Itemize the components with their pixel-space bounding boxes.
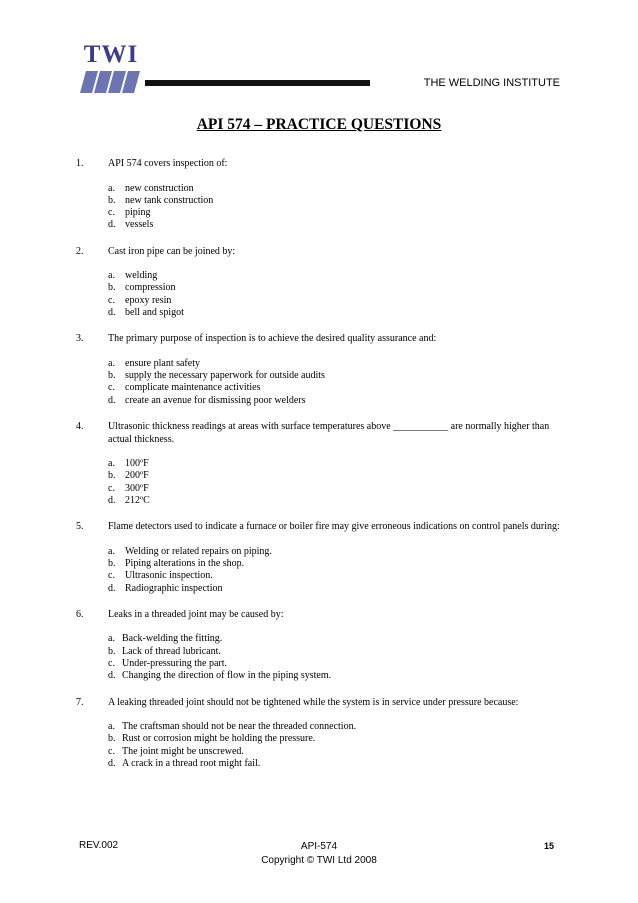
- option-item: [108, 495, 566, 507]
- option-text: welding: [125, 270, 158, 282]
- footer-center: [0, 840, 638, 868]
- option-list: [108, 358, 566, 407]
- option-text: 212ºC: [125, 494, 150, 506]
- twi-logo: [80, 41, 142, 94]
- option-letter: d.: [108, 582, 116, 594]
- question-2: [76, 246, 566, 320]
- option-text: Rust or corrosion might be holding the pressure.: [122, 733, 316, 745]
- option-item: [108, 733, 566, 745]
- option-letter: c.: [108, 570, 115, 582]
- option-item: [108, 282, 566, 294]
- option-letter: c.: [108, 207, 115, 219]
- option-item: [108, 558, 566, 570]
- question-6: [76, 609, 566, 683]
- option-item: [108, 183, 566, 195]
- option-letter: c.: [108, 482, 115, 494]
- option-letter: a.: [108, 545, 115, 557]
- option-text: ensure plant safety: [125, 357, 200, 369]
- option-letter: a.: [108, 357, 115, 369]
- option-text: Radiographic inspection: [125, 582, 223, 594]
- option-letter: d.: [108, 758, 116, 770]
- option-text: create an avenue for dismissing poor welders: [125, 394, 306, 406]
- option-item: [108, 370, 566, 382]
- header-divider-bar: [145, 80, 370, 86]
- option-text: complicate maintenance activities: [125, 382, 261, 394]
- question-5: [76, 521, 566, 595]
- question-text: Cast iron pipe can be joined by:: [108, 245, 236, 257]
- option-item: [108, 207, 566, 219]
- option-letter: c.: [108, 294, 115, 306]
- question-text: API 574 covers inspection of:: [108, 158, 228, 169]
- logo-text: TWI: [83, 41, 139, 68]
- copyright-text: Copyright © TWI Ltd 2008: [261, 855, 377, 866]
- question-number: 3.: [76, 333, 84, 345]
- option-item: [108, 395, 566, 407]
- option-item: [108, 658, 566, 670]
- question-4: [76, 421, 566, 507]
- question-list: [76, 158, 566, 770]
- option-letter: d.: [108, 394, 116, 406]
- page-number: 15: [544, 841, 555, 851]
- option-item: [108, 758, 566, 770]
- option-item: [108, 295, 566, 307]
- question-number: 6.: [76, 608, 84, 620]
- option-text: The craftsman should not be near the threaded connection.: [122, 721, 357, 733]
- option-list: [108, 183, 566, 232]
- option-item: [108, 483, 566, 495]
- revision-label: REV.002: [79, 840, 119, 851]
- option-list: [108, 721, 566, 770]
- option-item: [108, 670, 566, 682]
- question-number: 5.: [76, 521, 84, 533]
- option-text: 100ºF: [125, 458, 149, 470]
- option-text: Piping alterations in the shop.: [125, 558, 245, 570]
- option-item: [108, 570, 566, 582]
- option-item: [108, 721, 566, 733]
- option-item: [108, 358, 566, 370]
- option-letter: b.: [108, 733, 116, 745]
- question-text: Ultrasonic thickness readings at areas with surface temperatures above ___________ are normally higher than actual thickness.: [108, 421, 550, 445]
- option-text: A crack in a thread root might fail.: [122, 758, 261, 770]
- option-letter: d.: [108, 219, 116, 231]
- option-letter: b.: [108, 645, 116, 657]
- option-letter: b.: [108, 470, 116, 482]
- option-text: new tank construction: [125, 194, 214, 206]
- option-text: Welding or related repairs on piping.: [125, 545, 272, 557]
- option-text: epoxy resin: [125, 294, 172, 306]
- option-item: [108, 195, 566, 207]
- option-text: Under-pressuring the part.: [122, 658, 228, 670]
- question-text: Flame detectors used to indicate a furnace or boiler fire may give erroneous indications on control panels during:: [108, 521, 560, 533]
- document-code: API-574: [300, 841, 338, 852]
- question-number: 2.: [76, 245, 84, 257]
- option-letter: a.: [108, 633, 115, 645]
- option-list: [108, 633, 566, 682]
- option-text: bell and spigot: [125, 307, 184, 319]
- option-text: Back-welding the fitting.: [122, 633, 223, 645]
- option-item: [108, 646, 566, 658]
- question-number: 4.: [76, 421, 84, 433]
- option-text: compression: [125, 282, 176, 294]
- question-7: [76, 697, 566, 771]
- option-text: 200ºF: [125, 470, 149, 482]
- option-item: [108, 633, 566, 645]
- question-text: A leaking threaded joint should not be tightened while the system is in service under pressure because:: [108, 696, 519, 708]
- option-item: [108, 458, 566, 470]
- option-text: Ultrasonic inspection.: [125, 570, 213, 582]
- option-item: [108, 583, 566, 595]
- option-letter: b.: [108, 282, 116, 294]
- option-letter: a.: [108, 270, 115, 282]
- option-item: [108, 746, 566, 758]
- option-letter: c.: [108, 382, 115, 394]
- option-item: [108, 470, 566, 482]
- option-letter: b.: [108, 194, 116, 206]
- option-text: The joint might be unscrewed.: [122, 745, 244, 757]
- question-1: [76, 158, 566, 232]
- option-item: [108, 546, 566, 558]
- option-text: 300ºF: [125, 482, 149, 494]
- option-text: vessels: [125, 219, 154, 231]
- option-text: Changing the direction of flow in the piping system.: [122, 670, 332, 682]
- option-letter: d.: [108, 307, 116, 319]
- option-text: supply the necessary paperwork for outside audits: [125, 370, 325, 382]
- option-letter: b.: [108, 558, 116, 570]
- option-list: [108, 270, 566, 319]
- option-letter: a.: [108, 721, 115, 733]
- question-text: The primary purpose of inspection is to achieve the desired quality assurance and:: [108, 333, 437, 345]
- option-list: [108, 458, 566, 507]
- option-list: [108, 546, 566, 595]
- question-number: 7.: [76, 696, 84, 708]
- option-item: [108, 270, 566, 282]
- option-letter: c.: [108, 745, 115, 757]
- option-letter: a.: [108, 182, 115, 194]
- question-text: Leaks in a threaded joint may be caused by:: [108, 608, 284, 620]
- question-number: 1.: [76, 158, 84, 169]
- option-text: Lack of thread lubricant.: [122, 645, 221, 657]
- institute-name: THE WELDING INSTITUTE: [423, 77, 560, 89]
- question-3: [76, 333, 566, 407]
- option-letter: a.: [108, 458, 115, 470]
- logo-stripes-icon: [80, 71, 142, 93]
- option-letter: b.: [108, 370, 116, 382]
- option-letter: d.: [108, 670, 116, 682]
- option-letter: d.: [108, 494, 116, 506]
- option-item: [108, 382, 566, 394]
- option-letter: c.: [108, 658, 115, 670]
- option-item: [108, 219, 566, 231]
- option-item: [108, 307, 566, 319]
- option-text: piping: [125, 207, 151, 219]
- page-title: API 574 – PRACTICE QUESTIONS: [196, 116, 442, 133]
- option-text: new construction: [125, 182, 194, 194]
